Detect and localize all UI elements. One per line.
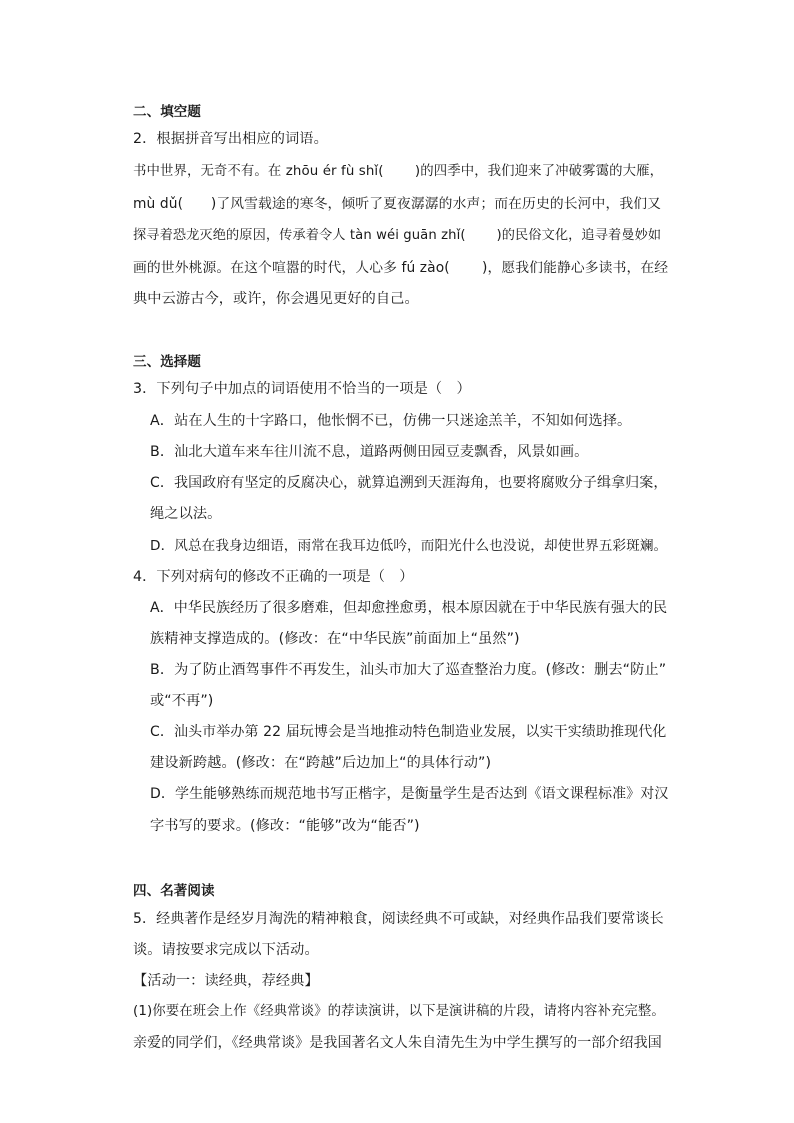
question-5-stem-line-1: 5．经典著作是经岁月淘洗的精神粮食，阅读经典不可或缺，对经典作品我们要常谈长 (133, 911, 664, 927)
question-4-option-d: D．学生能够熟练而规范地书写正楷字，是衡量学生是否达到《语文课程标准》对汉 (150, 786, 669, 802)
question-4-option-a: A．中华民族经历了很多磨难，但却愈挫愈勇，根本原因就在于中华民族有强大的民 (150, 600, 668, 616)
question-2-text-line-1: 书中世界，无奇不有。在 zhōu ér fù shǐ( )的四季中，我们迎来了冲破雾霭的大雁， (133, 164, 664, 179)
question-3-option-c: C．我国政府有坚定的反腐决心，就算追溯到天涯海角，也要将腐败分子缉拿归案， (150, 475, 668, 491)
question-3-option-b: B．汕北大道车来车往川流不息，道路两侧田园豆麦飘香，风景如画。 (150, 444, 589, 460)
question-3-stem: 3．下列句子中加点的词语使用不恰当的一项是（ ） (133, 381, 471, 397)
question-4-option-b: B．为了防止酒驾事件不再发生，汕头市加大了巡查整治力度。(修改：删去“防止” (150, 662, 667, 678)
question-4-option-c: C．汕头市举办第 22 届玩博会是当地推动特色制造业发展，以实干实绩助推现代化 (150, 724, 667, 740)
section-heading-multiple-choice: 三、选择题 (133, 354, 201, 370)
question-4-option-c-continued: 建设新跨越。(修改：在“跨越”后边加上“的具体行动”) (150, 755, 492, 771)
question-2-text-line-2: mù dǔ( )了风雪载途的寒冬，倾听了夏夜潺潺的水声；而在历史的长河中，我们又 (133, 196, 662, 212)
question-3-option-c-continued: 绳之以法。 (150, 506, 222, 522)
question-3-option-d: D．风总在我身边细语，雨常在我耳边低吟，而阳光什么也没说，却使世界五彩斑斓。 (150, 538, 668, 554)
question-2-text-line-5: 典中云游古今，或许，你会遇见更好的自己。 (133, 291, 419, 307)
question-3-option-a: A．站在人生的十字路口，他怅惘不已，仿佛一只迷途羔羊，不知如何选择。 (150, 413, 632, 429)
question-2-text-line-3: 探寻着恐龙灭绝的原因，传承着令人 tàn wéi guān zhǐ( )的民俗文化，追寻着曼妙如 (133, 228, 662, 243)
question-4-option-a-continued: 族精神支撑造成的。(修改：在“中华民族”前面加上“虽然”) (150, 631, 520, 647)
activity-one-title: 【活动一：读经典，荐经典】 (133, 973, 319, 989)
question-2-stem: 2．根据拼音写出相应的词语。 (133, 131, 328, 147)
question-4-stem: 4．下列对病句的修改不正确的一项是（ ） (133, 569, 414, 585)
activity-one-prompt: (1)你要在班会上作《经典常谈》的荐读演讲，以下是演讲稿的片段，请将内容补充完整。 (133, 1004, 665, 1019)
question-4-option-d-continued: 字书写的要求。(修改：“能够”改为“能否”) (150, 818, 420, 834)
question-5-stem-line-2: 谈。请按要求完成以下活动。 (133, 942, 319, 958)
section-heading-classic-reading: 四、名著阅读 (133, 883, 215, 899)
section-heading-fill-blank: 二、填空题 (133, 104, 201, 120)
question-4-option-b-continued: 或“不再”) (150, 693, 214, 709)
question-2-text-line-4: 画的世外桃源。在这个喧嚣的时代，人心多 fú zào( )，愿我们能静心多读书，在经 (133, 260, 669, 276)
speech-excerpt-line-1: 亲爱的同学们，《经典常谈》是我国著名文人朱自清先生为中学生撰写的一部介绍我国 (133, 1035, 662, 1051)
